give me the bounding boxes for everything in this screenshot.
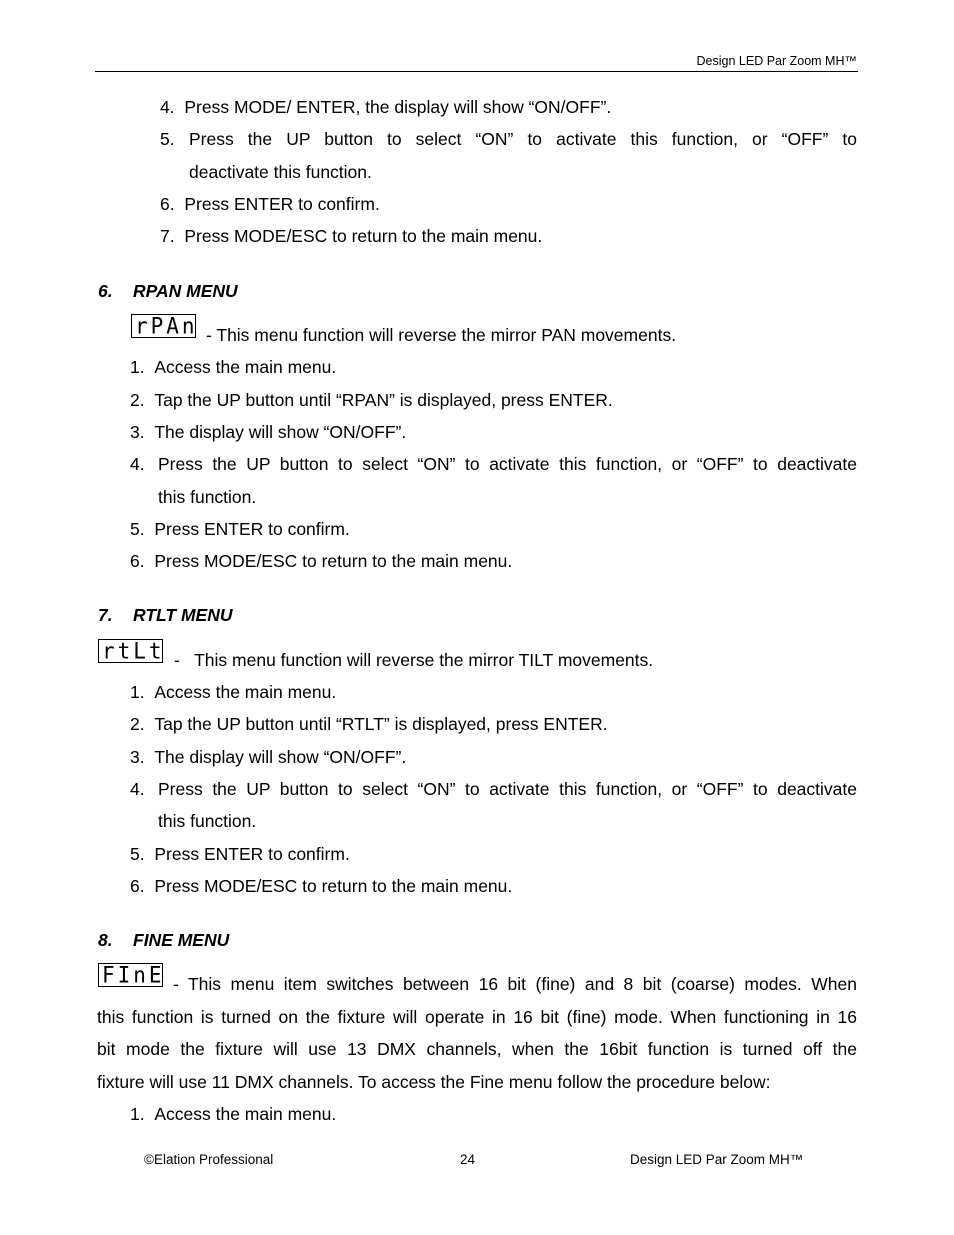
list-item [130,1103,336,1125]
list-item [130,875,512,897]
list-item [130,518,350,540]
item-text: Press MODE/ ENTER, the display will show “ON/OFF”. [184,97,612,117]
lcd-display [131,314,196,338]
section-title: FINE MENU [133,930,230,950]
footer-copyright: ©Elation Professional [144,1152,274,1167]
lcd-text: rtLt [102,638,165,664]
section-heading [98,281,238,302]
section-number: 8. [98,930,113,950]
lcd-text: rPAn [135,313,198,339]
item-number: 4. [130,454,145,474]
lcd-display [98,639,163,663]
section-number: 6. [98,281,113,301]
item-text: Press the UP button to select “ON” to activate this function, or “OFF” to deactivate [158,779,857,799]
item-number: 5. [160,129,175,149]
item-text: Press MODE/ESC to return to the main menu. [154,551,513,571]
section-description: - This menu function will reverse the mirror TILT movements. [174,650,654,670]
section-heading [98,930,229,951]
item-text: Access the main menu. [154,682,337,702]
section-title: RPAN MENU [133,281,238,301]
item-text: Press the UP button to select “ON” to activate this function, or “OFF” to deactivate [158,454,857,474]
list-item [160,96,611,118]
section-description: - This menu function will reverse the mirror PAN movements. [206,325,677,345]
item-number: 3. [130,747,145,767]
section-title: RTLT MENU [133,605,233,625]
item-text: Access the main menu. [154,1104,337,1124]
item-text: Press ENTER to confirm. [184,194,380,214]
item-number: 6. [130,551,145,571]
item-number: 1. [130,1104,145,1124]
item-text: Press ENTER to confirm. [154,519,350,539]
list-item [130,843,350,865]
item-text: Press MODE/ESC to return to the main menu. [154,876,513,896]
item-number: 3. [130,422,145,442]
item-number: 4. [130,779,145,799]
item-number: 7. [160,226,175,246]
section-heading [98,605,232,626]
item-number: 1. [130,357,145,377]
item-text: The display will show “ON/OFF”. [154,747,407,767]
paragraph-line: bit mode the fixture will use 13 DMX channels, when the 16bit function is turned off the [97,1039,857,1059]
header-divider [95,71,858,72]
list-item [160,193,380,215]
page-number: 24 [460,1152,476,1167]
list-item [130,550,512,572]
list-item [130,713,608,735]
paragraph-line: this function is turned on the fixture will operate in 16 bit (fine) mode. When functioning in 16 [97,1007,857,1027]
list-item [130,421,406,443]
item-number: 4. [160,97,175,117]
item-text-continued: this function. [158,811,257,831]
list-item [130,389,613,411]
section-description: - This menu item switches between 16 bit (fine) and 8 bit (coarse) modes. When [173,974,857,994]
item-text: The display will show “ON/OFF”. [154,422,407,442]
item-text-continued: this function. [158,487,257,507]
list-item [160,225,542,247]
item-text: Tap the UP button until “RPAN” is displayed, press ENTER. [154,390,613,410]
item-text: Access the main menu. [154,357,337,377]
list-item [130,746,406,768]
item-text: Press the UP button to select “ON” to activate this function, or “OFF” to [189,129,857,149]
item-text: Tap the UP button until “RTLT” is displayed, press ENTER. [154,714,608,734]
item-number: 5. [130,519,145,539]
item-number: 2. [130,714,145,734]
lcd-display [98,963,163,987]
item-text: Press MODE/ESC to return to the main menu. [184,226,543,246]
item-text: Press ENTER to confirm. [154,844,350,864]
list-item [130,356,336,378]
item-number: 6. [130,876,145,896]
item-text-continued: deactivate this function. [189,162,372,182]
item-number: 5. [130,844,145,864]
item-number: 2. [130,390,145,410]
paragraph-line: fixture will use 11 DMX channels. To access the Fine menu follow the procedure below: [97,1072,771,1092]
header-title: Design LED Par Zoom MH™ [696,54,857,68]
list-item [130,681,336,703]
lcd-text: FInE [102,962,165,988]
section-number: 7. [98,605,113,625]
footer-title: Design LED Par Zoom MH™ [630,1152,804,1167]
item-number: 1. [130,682,145,702]
item-number: 6. [160,194,175,214]
